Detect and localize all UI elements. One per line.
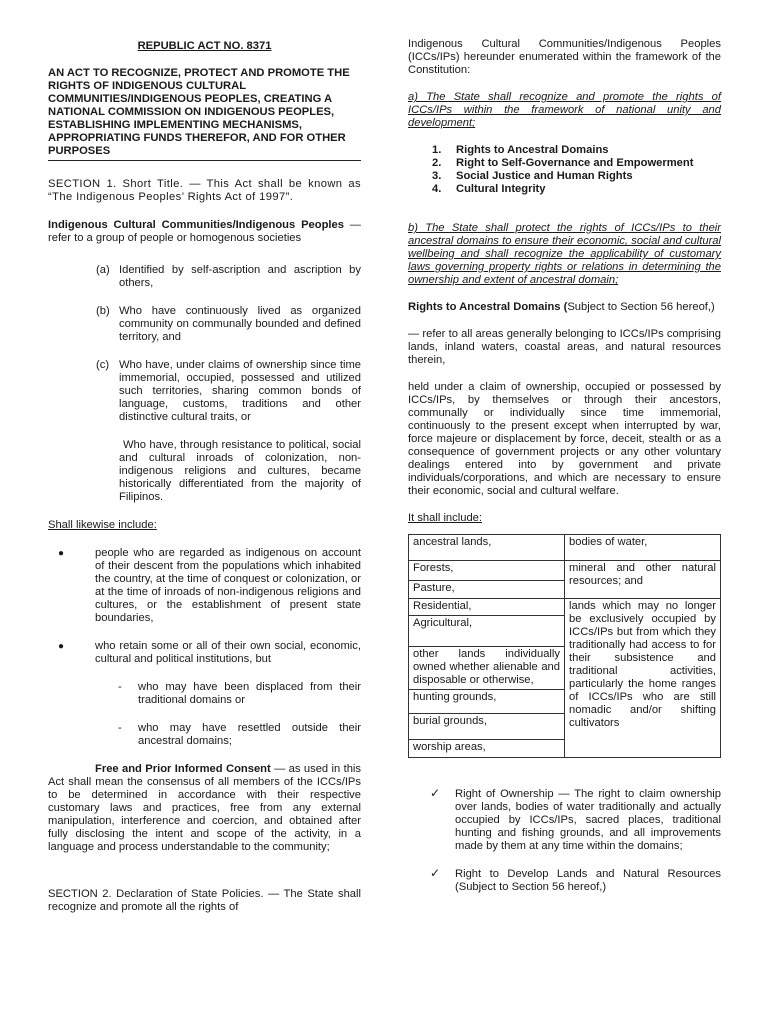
table-cell: Pasture,	[409, 581, 565, 599]
dash-displaced-text: who may have been displaced from their traditional domains or	[138, 681, 361, 706]
rights-list-item: 2. Right to Self-Governance and Empowerment	[432, 157, 694, 169]
ancestral-domains-note: Subject to Section 56 hereof,)	[567, 301, 715, 313]
ancestral-domains-heading	[408, 301, 721, 314]
dash-resettled	[48, 722, 361, 748]
table-cell: hunting grounds,	[409, 690, 565, 714]
dash-icon: -	[118, 681, 122, 693]
table-cell: Agricultural,	[409, 616, 565, 647]
inclusion-table	[408, 534, 721, 758]
table-row	[409, 535, 721, 561]
table-row	[409, 561, 721, 581]
bullet-icon: ●	[58, 548, 65, 559]
bullet-icon: ●	[58, 641, 65, 652]
resistance-text: Who have, through resistance to political, social and cultural inroads of colonization, non-indigenous religions and cultures, became historically differentiated from the majority of Filipinos.	[119, 439, 361, 503]
bullet-retain-text: who retain some or all of their own social, economic, cultural and political institutions, but	[95, 640, 361, 665]
left-column	[48, 38, 361, 914]
doc-title: REPUBLIC ACT NO. 8371	[137, 40, 272, 52]
right-of-ownership	[408, 788, 721, 853]
table-cell: burial grounds,	[409, 714, 565, 740]
bullet-descent	[48, 547, 361, 625]
section-1-text: SECTION 1. Short Title. — This Act shall be known as “The Indigenous Peoples’ Rights Act of 1997”.	[48, 178, 361, 203]
fpic-def: — as used in this Act shall mean the consensus of all members of the ICCs/IPs to be determined in accordance with their respective customary laws and practices, free from any external manipulation, interference and coercion, and obtained after fully disclosing the intent and scope of the activity, in a language and process understandable to the community;	[48, 763, 361, 853]
right-column	[408, 38, 721, 894]
fpic-term: Free and Prior Informed Consent	[95, 763, 271, 775]
item-b-label: (b)	[96, 305, 110, 317]
section-2-text: SECTION 2. Declaration of State Policies. — The State shall recognize and promote all the rights of	[48, 888, 361, 913]
table-cell: bodies of water,	[565, 535, 721, 561]
bullet-descent-text: people who are regarded as indigenous on account of their descent from the populations which inhabited the country, at the time of conquest or colonization, or at the time of inroads of non-indigenous religions and cultures, or the establishment of present state boundaries,	[95, 547, 361, 624]
right-to-develop	[408, 868, 721, 894]
checkmark-icon: ✓	[430, 866, 441, 880]
item-c-text: Who have, under claims of ownership since time immemorial, occupied, possessed and utilized such territories, sharing common bonds of language, customs, traditions and other distinctive cultural traits, or	[119, 359, 361, 423]
include-heading: It shall include:	[408, 512, 483, 524]
dash-icon: -	[118, 722, 122, 734]
icc-term: Indigenous Cultural Communities/Indigenous Peoples	[48, 219, 344, 231]
item-b	[48, 305, 361, 344]
icc-definition	[48, 219, 361, 245]
table-cell: Residential,	[409, 599, 565, 616]
rights-list-item: 4. Cultural Integrity	[432, 183, 546, 195]
act-title: AN ACT TO RECOGNIZE, PROTECT AND PROMOTE THE RIGHTS OF INDIGENOUS CULTURAL COMMUNITIES/INDIGENOUS PEOPLES, CREATING A NATIONAL COMMISSION ON INDIGENOUS PEOPLES, ESTABLISHING IMPLEMENTING MECHANISMS, APPROPRIATING FUNDS THEREFOR, AND FOR OTHER PURPOSES	[48, 67, 361, 161]
table-cell: Forests,	[409, 561, 565, 581]
rights-list-item: 1. Rights to Ancestral Domains	[432, 144, 609, 156]
table-cell: worship areas,	[409, 740, 565, 758]
checkmark-icon: ✓	[430, 786, 441, 800]
table-row	[409, 599, 721, 616]
policy-b: b) The State shall protect the rights of ICCs/IPs to their ancestral domains to ensure their economic, social and cultural wellbeing and shall recognize the applicability of customary laws governing property rights or relations in determining the ownership and extent of ancestral domain;	[408, 222, 721, 286]
ownership-text: — The right to claim ownership over lands, bodies of water traditionally and actually occupied by ICCs/IPs, sacred places, traditional hunting and fishing grounds, and all improvements made by them at any time within the domains;	[455, 788, 721, 852]
item-c	[48, 359, 361, 424]
ancestral-domains-term: Rights to Ancestral Domains (	[408, 301, 568, 313]
likewise-heading: Shall likewise include:	[48, 519, 157, 531]
dash-resettled-text: who may have resettled outside their ancestral domains;	[138, 722, 361, 747]
bullet-retain	[48, 640, 361, 666]
policy-a: a) The State shall recognize and promote the rights of ICCs/IPs within the framework of national unity and development;	[408, 91, 721, 129]
item-a-label: (a)	[96, 264, 110, 276]
icc-def: — refer to a group of people or homogenous societies	[48, 219, 361, 244]
table-cell: ancestral lands,	[409, 535, 565, 561]
table-cell: lands which may no longer be exclusively occupied by ICCs/IPs but from which they traditionally had access to for their subsistence and traditional activities, particularly the home ranges of ICCs/IPs who are still nomadic and/or shifting cultivators	[565, 599, 721, 758]
item-a-text: Identified by self-ascription and ascription by others,	[119, 264, 361, 289]
rights-list	[408, 144, 721, 196]
dash-displaced	[48, 681, 361, 707]
held-text: held under a claim of ownership, occupied or possessed by ICCs/IPs, by themselves or through their ancestors, communally or individually since time immemorial, continuously to the present except when interrupted by war, force majeure or displacement by force, deceit, stealth or as a consequence of government projects or any other voluntary dealings entered into by government and private individuals/corporations, and which are necessary to ensure their economic, social and cultural welfare.	[408, 381, 721, 497]
fpic-definition	[48, 763, 361, 854]
table-cell: mineral and other natural resources; and	[565, 561, 721, 599]
table-cell: other lands individually owned whether alienable and disposable or otherwise,	[409, 647, 565, 690]
rights-list-item: 3. Social Justice and Human Rights	[432, 170, 633, 182]
item-a	[48, 264, 361, 290]
continuation-text: Indigenous Cultural Communities/Indigenous Peoples (ICCs/IPs) hereunder enumerated within the framework of the Constitution:	[408, 38, 721, 76]
refer-text: — refer to all areas generally belonging to ICCs/IPs comprising lands, inland waters, coastal areas, and natural resources therein,	[408, 328, 721, 366]
ownership-lead: Right of Ownership	[455, 788, 554, 800]
develop-text: Right to Develop Lands and Natural Resources (Subject to Section 56 hereof,)	[455, 868, 721, 893]
item-b-text: Who have continuously lived as organized community on communally bounded and defined territory, and	[119, 305, 361, 343]
item-c-label: (c)	[96, 359, 110, 371]
